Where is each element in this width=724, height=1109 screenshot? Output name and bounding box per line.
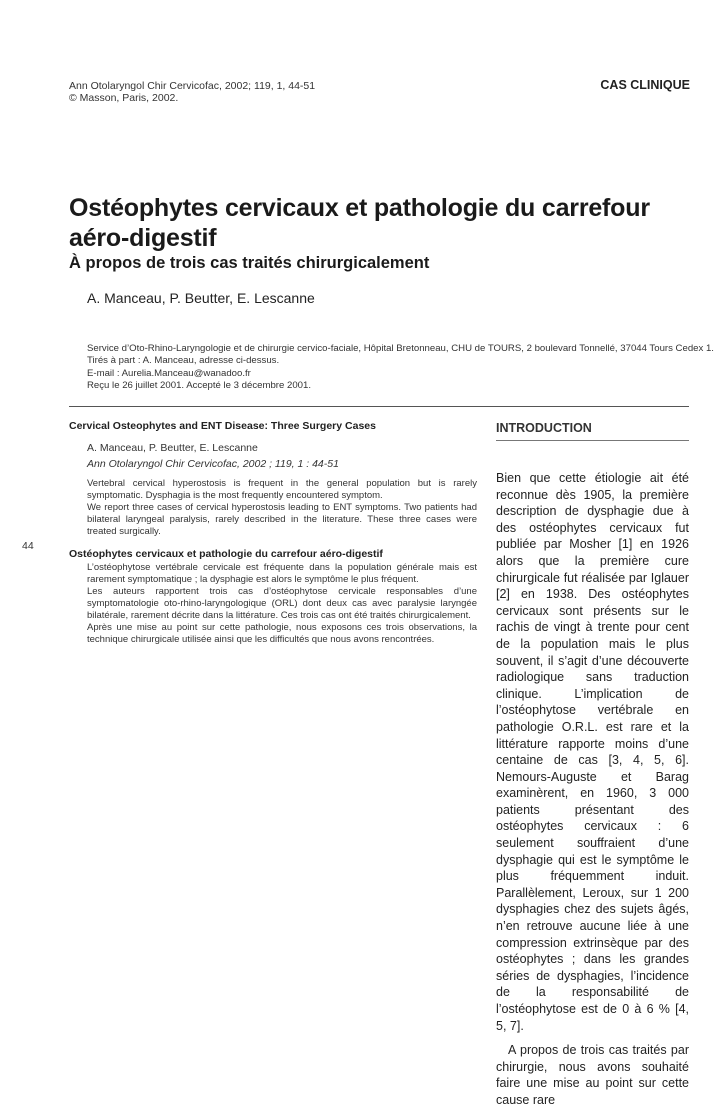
- section-label: CAS CLINIQUE: [600, 78, 690, 92]
- abstracts-column: [69, 420, 477, 646]
- article-authors: A. Manceau, P. Beutter, E. Lescanne: [87, 290, 315, 306]
- introduction-body: [496, 470, 689, 1109]
- journal-citation: Ann Otolaryngol Chir Cervicofac, 2002; 119, 1, 44-51: [69, 80, 316, 92]
- abstract-en-authors: A. Manceau, P. Beutter, E. Lescanne: [87, 442, 258, 454]
- abstract-en-body: [87, 478, 477, 538]
- received-accepted-dates: Reçu le 26 juillet 2001. Accepté le 3 décembre 2001.: [87, 379, 312, 391]
- abstract-fr-title: Ostéophytes cervicaux et pathologie du carrefour aéro-digestif: [69, 548, 383, 560]
- abstract-en-title: Cervical Osteophytes and ENT Disease: Three Surgery Cases: [69, 420, 376, 432]
- abstract-fr-paragraph: Les auteurs rapportent trois cas d’ostéophytose cervicale responsables d’une symptomatologie oto-rhino-laryngologique (ORL) dont deux cas avec paralysie laryngée bilatérale, rarement décrite dans la littérature. Ces trois cas ont été traités chirurgicalement.: [87, 586, 477, 621]
- abstract-fr-paragraph: Après une mise au point sur cette pathologie, nous exposons ces trois observations, la technique chirurgicale utilisée ainsi que les difficultés que nous avons rencontrées.: [87, 622, 477, 645]
- journal-reference: [69, 80, 315, 104]
- affiliation-block: [87, 343, 714, 392]
- introduction-heading: INTRODUCTION: [496, 421, 592, 435]
- abstract-fr-paragraph: L’ostéophytose vertébrale cervicale est fréquente dans la population générale mais est rarement symptomatique ; la dysphagie est alors le symptôme le plus fréquent.: [87, 562, 477, 585]
- introduction-paragraph: Bien que cette étiologie ait été reconnue dès 1905, la première description de dysphagie due à des ostéophytes cervicaux fut publiée par Mosher [1] en 1926 alors que la première cure chirurgicale fut réalisée par Iglauer [2] en 1938. Des ostéophytes cervicaux sont présents sur le rachis de vingt à trente pour cent de la population mais le plus souvent, il s’agit d’une découverte radiologique sans traduction clinique. L’implication de l’ostéophytose vertébrale en pathologie O.R.L. est rare et la littérature rapporte moins d’une centaine de cas [3, 4, 5, 6]. Nemours-Auguste et Barag examinèrent, en 1960, 3 000 patients présentant des ostéophytes cervicaux : 6 seulement souffraient d’une dysphagie qui est le symptôme le plus fréquemment induit. Parallèlement, Leroux, sur 1 200 dysphagies chez des sujets âgés, n’en retrouve aucune liée à une compression extrinsèque par des ostéophytes ; dans les grandes séries de dysphagies, l’incidence de la responsabilité de l’ostéophytose est de 0 à 6 % [4, 5, 7].: [496, 471, 689, 1033]
- page-number: 44: [22, 540, 34, 552]
- abstract-en-paragraph: Vertebral cervical hyperostosis is frequent in the general population but is rarely symptomatic. Dysphagia is the most frequently encountered symptom.: [87, 478, 477, 501]
- affiliation-service: Service d’Oto-Rhino-Laryngologie et de chirurgie cervico-faciale, Hôpital Bretonneau, CHU de TOURS, 2 boulevard Tonnellé, 37044 Tours Cedex 1.: [87, 343, 714, 354]
- abstract-en-citation: Ann Otolaryngol Chir Cervicofac, 2002 ; 119, 1 : 44-51: [87, 458, 339, 470]
- abstract-en-paragraph: We report three cases of cervical hyperostosis leading to ENT symptoms. Two patients had bilateral laryngeal paralysis, rarely described in the literature. These three cases were treated surgically.: [87, 502, 477, 537]
- abstract-fr-body: [87, 562, 477, 646]
- header-divider: [69, 406, 689, 407]
- article-title: Ostéophytes cervicaux et pathologie du carrefour aéro-digestif: [69, 194, 650, 252]
- reprint-address: Tirés à part : A. Manceau, adresse ci-dessus.: [87, 355, 280, 367]
- copyright-line: © Masson, Paris, 2002.: [69, 92, 179, 104]
- contact-email[interactable]: E-mail : Aurelia.Manceau@wanadoo.fr: [87, 367, 251, 379]
- article-subtitle: À propos de trois cas traités chirurgicalement: [69, 254, 430, 272]
- introduction-paragraph: A propos de trois cas traités par chirurgie, nous avons souhaité faire une mise au point sur cette cause rare: [496, 1043, 689, 1107]
- introduction-divider: [496, 440, 689, 441]
